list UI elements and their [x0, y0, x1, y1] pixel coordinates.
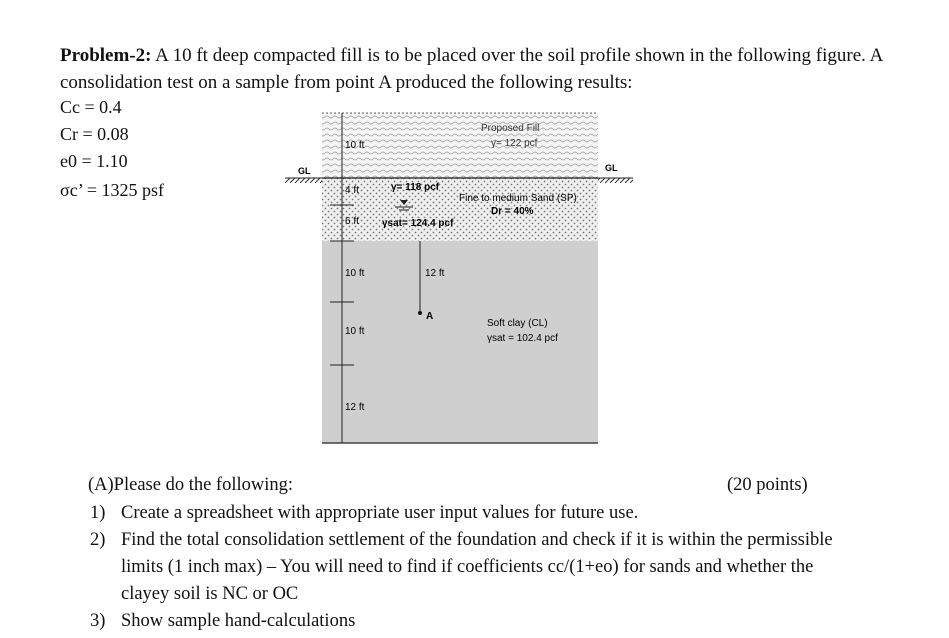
clay-dim-3: 12 ft	[345, 402, 365, 413]
sand-depth2-label: 6 ft	[345, 216, 359, 227]
fill-label: Proposed Fill	[481, 123, 540, 134]
list-item-number: 1)	[90, 503, 106, 523]
list-item-number: 3)	[90, 611, 106, 631]
gl-right-label: GL	[605, 163, 618, 173]
sand-layer	[322, 178, 598, 241]
task-points: (20 points)	[727, 475, 808, 495]
fill-gamma: γ= 122 pcf	[491, 138, 538, 149]
clay-label: Soft clay (CL)	[487, 318, 548, 329]
problem-label: Problem-2:	[60, 45, 152, 66]
soil-profile-figure	[285, 108, 645, 453]
point-a-label: A	[426, 311, 434, 322]
problem-statement	[60, 42, 930, 96]
sand-gamma: γ= 118 pcf	[391, 182, 440, 193]
sand-depth-label: 4 ft	[345, 185, 359, 196]
clay-dim-1: 10 ft	[345, 268, 365, 279]
fill-depth-label: 10 ft	[345, 140, 365, 151]
sand-gamma-sat: γsat= 124.4 pcf	[382, 218, 454, 229]
problem-text: A 10 ft deep compacted fill is to be placed over the soil profile shown in the following figure. A consolidation test on a sample from point A produced the following results:	[60, 45, 883, 93]
sand-label: Fine to medium Sand (SP)	[459, 193, 577, 204]
sand-relative-density: Dr = 40%	[491, 206, 534, 217]
clay-gamma: γsat = 102.4 pcf	[487, 333, 558, 344]
list-item-text: Create a spreadsheet with appropriate user input values for future use.	[121, 503, 639, 523]
list-item-number: 2)	[90, 530, 106, 550]
clay-dim-2: 10 ft	[345, 326, 365, 337]
param-cc: Cc = 0.4	[60, 97, 122, 117]
point-a-marker	[418, 311, 422, 315]
list-item-text: Show sample hand-calculations	[121, 611, 356, 631]
task-heading: (A)Please do the following:	[88, 475, 293, 495]
gl-left-label: GL	[298, 166, 311, 176]
param-sigma-c: σc’ = 1325 psf	[60, 180, 165, 200]
param-e0: e0 = 1.10	[60, 151, 128, 171]
point-depth-label: 12 ft	[425, 268, 445, 279]
list-item-text: Find the total consolidation settlement of the foundation and check if it is within the permissible limits (1 inch max) – You will need to find if coefficients cc/(1+eo) for sands and whether the clayey soil is NC or OC	[121, 530, 833, 604]
param-cr: Cr = 0.08	[60, 124, 129, 144]
